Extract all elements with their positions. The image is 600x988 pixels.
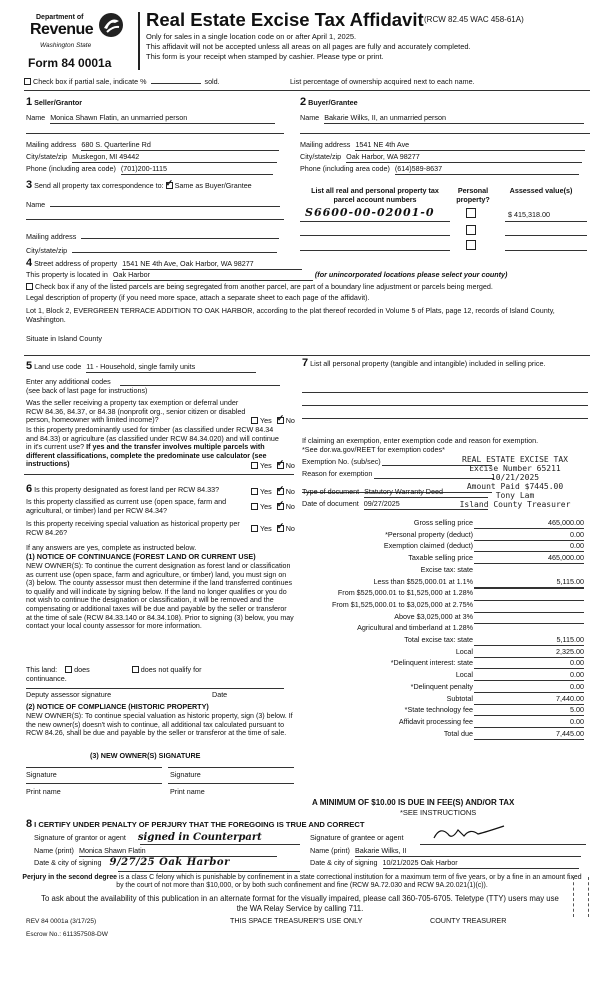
notice1-title: (1) NOTICE OF CONTINUANCE (FOREST LAND OR CURRENT USE) <box>26 552 256 561</box>
tax-row <box>300 658 588 669</box>
doc-type-label: Type of document <box>302 487 360 496</box>
divider <box>302 418 588 419</box>
form-number: Form 84 0001a <box>28 56 112 70</box>
does-not-checkbox[interactable] <box>132 666 139 673</box>
doc-date-field[interactable]: 09/27/2025 <box>364 500 488 510</box>
tax-row <box>300 635 588 646</box>
yes-label: Yes <box>260 487 272 496</box>
header-divider <box>138 12 140 70</box>
divider <box>300 250 450 251</box>
doc-date-row <box>302 500 488 510</box>
corr-mail-label: Mailing address <box>26 232 77 241</box>
q6-1-yes-checkbox[interactable] <box>251 488 258 495</box>
stamp-line-3: 10/21/2025 <box>490 473 540 482</box>
grantee-name-label: Name (print) <box>310 846 350 855</box>
parcel-col-header: List all real and personal property tax parcel account numbers <box>311 186 439 204</box>
no-label: No <box>285 487 295 496</box>
notice1-text: NEW OWNER(S): To continue the current designation as forest land or classification as current use (open space, farm and agriculture, or timber) land, you must sign on (3) below. The county assessor must then determine if the land transferred continues to qualify and will indicate by signing below. If the land no longer qualifies or you do not wish to continue the designation or classification, it will be removed and the compensating or additional taxes will be due and payable by the seller or transferor at the time of sale (RCW 84.33.140 or 84.34.108). Prior to signing (3) below, you may contact your local county assessor for more information. <box>26 562 294 631</box>
form-title: Real Estate Excise Tax Affidavit <box>146 9 424 30</box>
continuance-label: continuance. <box>26 674 67 683</box>
divider <box>26 688 284 689</box>
tax-row <box>300 729 588 740</box>
no-label: No <box>285 524 295 533</box>
parcel-number-handwritten[interactable]: S6600-00-02001-0 <box>305 206 435 219</box>
divider <box>24 355 590 356</box>
does-not-label: does not qualify for <box>140 665 202 674</box>
tax-row-value[interactable]: 7,445.00 <box>474 729 584 740</box>
grantor-name-field[interactable]: Monica Shawn Flatin <box>79 847 277 857</box>
notice2-text: NEW OWNER(S): To continue special valuation as historic property, sign (3) below. If the new owner(s) doesn't wish to continue, all additional tax calculated pursuant to RCW 84.26, shall be due and payable by the seller or transferor at the time of sale. <box>26 712 293 738</box>
segregated-label: Check box if any of the listed parcels are being segregated from another parcel, are part of a boundary line adjustment or parcels being merged. <box>35 282 493 291</box>
divider <box>505 221 587 222</box>
tax-row-value[interactable] <box>474 623 584 624</box>
tax-row <box>300 541 588 552</box>
seller-name-field[interactable]: Monica Shawn Flatin, an unmarried person <box>50 114 275 124</box>
divider <box>140 844 300 845</box>
tax-row-label: Subtotal <box>446 693 473 703</box>
q2-no-checkbox[interactable] <box>277 462 284 469</box>
corr-mail-row <box>26 230 279 242</box>
tax-row-label: *Delinquent interest: state <box>390 658 473 668</box>
tax-row-value[interactable]: 2,325.00 <box>474 647 584 658</box>
tax-row-value[interactable]: 7,440.00 <box>474 694 584 705</box>
tax-row-value[interactable]: 465,000.00 <box>474 518 584 529</box>
tax-row <box>300 565 588 576</box>
divider <box>24 474 294 475</box>
divider <box>302 392 588 393</box>
located-label: This property is located in <box>26 270 108 279</box>
q-forest-land: 6 Is this property designated as forest land per RCW 84.33? <box>26 483 220 495</box>
print-name-label-1: Print name <box>26 787 61 796</box>
deputy-sig-label: Deputy assessor signature <box>26 690 112 699</box>
q2-yes-checkbox[interactable] <box>251 462 258 469</box>
seller-city-label: City/state/zip <box>26 152 68 161</box>
q-forest-answer <box>251 488 295 497</box>
tax-row-label: Less than $525,000.01 at 1.1% <box>373 576 473 586</box>
seller-mail-label: Mailing address <box>26 140 77 149</box>
q-timber-text: Is this property predominantly used for timber (as classified under RCW 84.34 and 84.33) or agriculture (as classified under RCW 84.34.020) and will continue in it's current use? <box>26 425 279 452</box>
assessed-col-header: Assessed value(s) <box>509 186 573 195</box>
divider <box>302 405 588 406</box>
tax-row-label: *State technology fee <box>404 705 473 715</box>
any-yes-note: If any answers are yes, complete as instructed below. <box>26 543 197 552</box>
corr-city-label: City/state/zip <box>26 246 68 255</box>
signature-label-1: Signature <box>26 770 57 779</box>
reason-label: Reason for exemption <box>302 469 373 478</box>
tax-row-value[interactable] <box>474 588 584 589</box>
q-historical-answer <box>251 525 295 534</box>
q-historical: Is this property receiving special valuation as historical property per RCW 84.26? <box>26 519 240 537</box>
tax-row <box>300 588 588 599</box>
divider <box>26 783 162 784</box>
q-exemption-deferral: Was the seller receiving a property tax exemption or deferral under RCW 84.36, 84.37, or 84.38 (nonprofit org., senior citizen or disabled person, homeowner with limited income)? <box>26 398 246 425</box>
personal-checkbox-3[interactable] <box>466 240 476 250</box>
personal-col-header: Personal property? <box>456 186 490 204</box>
no-label: No <box>285 461 295 470</box>
grantor-name-row <box>34 847 277 857</box>
q-timber-answer-row <box>251 462 295 471</box>
exemption-claim-note: If claiming an exemption, enter exemption code and reason for exemption. *See dor.wa.gov/REET for exemption codes* <box>302 436 539 454</box>
grantee-date-field[interactable]: 10/21/2025 Oak Harbor <box>383 859 579 869</box>
grantee-name-row <box>310 847 581 857</box>
corr-mail-field[interactable] <box>81 230 279 239</box>
grantee-sig-row <box>310 834 404 843</box>
legal-label: Legal description of property (if you need more space, attach a separate sheet to each page of the affidavit). <box>26 293 370 302</box>
grantor-sig-row <box>34 834 262 843</box>
correspondence-label: Send all property tax correspondence to: <box>34 181 164 190</box>
grantee-date-label: Date & city of signing <box>310 858 378 867</box>
tax-row-value[interactable]: 0.00 <box>474 658 584 669</box>
this-land-label: This land: <box>26 665 58 674</box>
tax-row-label: Affidavit processing fee <box>398 716 473 726</box>
tax-row-value[interactable] <box>474 612 584 613</box>
divider <box>118 871 300 872</box>
seller-name-label: Name <box>26 113 46 122</box>
grantee-name-field[interactable]: Bakarie Wilks, II <box>355 847 581 857</box>
exemption-no-label: Exemption No. (sub/sec) <box>302 457 381 466</box>
q6-3-yes-checkbox[interactable] <box>251 525 258 532</box>
seller-mail-field[interactable]: 680 S. Quarterline Rd <box>81 141 279 151</box>
divider <box>300 133 590 134</box>
dept-line1: Department of <box>36 14 84 21</box>
tax-row <box>300 518 588 529</box>
buyer-name-field[interactable]: Bakarie Wilks, II, an unmarried person <box>324 114 584 124</box>
tax-row-label: Taxable selling price <box>408 553 473 563</box>
corr-city-field[interactable] <box>72 244 277 253</box>
tax-row <box>300 670 588 681</box>
tax-row-value[interactable] <box>474 600 584 601</box>
same-as-buyer-checkbox[interactable] <box>166 182 173 189</box>
tax-row-label: Exemption claimed (deduct) <box>383 541 473 551</box>
dor-logo <box>24 12 124 56</box>
divider <box>420 844 586 845</box>
buyer-mail-field[interactable]: 1541 NE 4th Ave <box>355 141 585 151</box>
corr-city-row <box>26 244 277 256</box>
does-checkbox[interactable] <box>65 666 72 673</box>
seller-name-row <box>26 114 284 124</box>
seller-phone-row <box>26 165 273 175</box>
stamp-line-1: REAL ESTATE EXCISE TAX <box>462 455 568 464</box>
deputy-date-label: Date <box>212 690 228 699</box>
treasurer-only-label: THIS SPACE TREASURER'S USE ONLY <box>230 916 363 925</box>
legal-description[interactable]: Lot 1, Block 2, EVERGREEN TERRACE ADDITION TO OAK HARBOR, according to the plat thereof recorded in Volume 5 of Plats, page 12, records of Island County, Washington. <box>26 306 555 324</box>
availability-notice: To ask about the availability of this publication in an alternate format for the visually impaired, please call 360-705-6705. Teletype (TTY) users may use the WA Relay Service by calling 711. <box>41 894 559 913</box>
tax-row-label: Agricultural and timberland at 1.28% <box>357 623 473 633</box>
q6-2-yes-checkbox[interactable] <box>251 503 258 510</box>
no-label: No <box>285 416 295 425</box>
q-timber-agri <box>26 426 282 469</box>
segregated-checkbox[interactable] <box>26 283 33 290</box>
q-current-use-answer <box>251 503 295 512</box>
tax-row-value[interactable]: 0.00 <box>474 682 584 693</box>
assessed-value[interactable]: $ 415,318.00 <box>508 210 550 219</box>
perjury-notice <box>18 874 586 891</box>
tax-row <box>300 717 588 728</box>
buyer-city-field[interactable]: Oak Harbor, WA 98277 <box>346 153 582 163</box>
seller-mail-row <box>26 141 279 151</box>
buyer-phone-row <box>300 165 579 175</box>
tax-row-label: Local <box>455 646 473 656</box>
does-label: does <box>74 665 90 674</box>
divider <box>300 221 450 222</box>
yes-label: Yes <box>260 416 272 425</box>
buyer-name-row <box>300 114 584 124</box>
land-use-field[interactable]: 11 - Household, single family units <box>86 363 256 373</box>
tax-row-label: Total excise tax: state <box>404 635 473 644</box>
q6-1-no-checkbox[interactable] <box>277 488 284 495</box>
tax-row-value[interactable]: 0.00 <box>474 530 584 541</box>
street-row: 4 Street address of property 1541 NE 4th Ave, Oak Harbor, WA 98277 <box>26 259 302 270</box>
tax-row-label: Above $3,025,000 at 3% <box>394 611 473 621</box>
personal-checkbox-1[interactable] <box>466 208 476 218</box>
signature-label-2: Signature <box>170 770 201 779</box>
personal-property-label: 7 List all personal property (tangible and intangible) included in selling price. <box>302 357 546 369</box>
partial-sale-checkbox[interactable] <box>24 78 31 85</box>
stamp-line-2: Excise Number 65211 <box>469 464 561 473</box>
situate-text[interactable]: Situate in Island County <box>26 334 102 343</box>
seller-city-field[interactable]: Muskegon, MI 49442 <box>72 153 277 163</box>
statute: (RCW 82.45 WAC 458-61A) <box>424 15 524 24</box>
header-note-2: This affidavit will not be accepted unless all areas on all pages are fully and accurately completed. <box>146 42 471 51</box>
yes-label: Yes <box>260 461 272 470</box>
additional-codes-label: Enter any additional codes <box>26 377 111 386</box>
no-label: No <box>285 502 295 511</box>
buyer-city-row <box>300 153 582 163</box>
grantee-signature-icon[interactable] <box>430 822 510 844</box>
yes-label: Yes <box>260 502 272 511</box>
tax-row-value[interactable]: 0.00 <box>474 717 584 728</box>
tax-row-value[interactable]: 5.00 <box>474 705 584 716</box>
tax-row <box>300 577 588 588</box>
land-use-label: Land use code <box>34 362 82 371</box>
tax-row <box>300 530 588 541</box>
tax-row-value[interactable]: 0.00 <box>474 541 584 552</box>
buyer-name-label: Name <box>300 113 320 122</box>
buyer-phone-field[interactable]: (614)589-8637 <box>395 165 579 175</box>
divider <box>168 783 294 784</box>
segregated-row <box>26 283 493 292</box>
certify-text: I CERTIFY UNDER PENALTY OF PERJURY THAT THE FOREGOING IS TRUE AND CORRECT <box>34 820 365 829</box>
divider <box>168 767 294 768</box>
doc-date-label: Date of document <box>302 499 359 508</box>
corr-name-field[interactable] <box>50 198 280 207</box>
rev-number: REV 84 0001a (3/17/25) <box>26 918 97 925</box>
located-field[interactable]: Oak Harbor <box>113 271 313 281</box>
buyer-mail-label: Mailing address <box>300 140 351 149</box>
tax-row-label: From $1,525,000.01 to $3,025,000 at 2.75% <box>331 599 473 609</box>
county-treasurer-label: COUNTY TREASURER <box>430 916 507 925</box>
additional-codes-note: (see back of last page for instructions) <box>26 386 148 395</box>
divider <box>505 235 587 236</box>
seller-phone-label: Phone (including area code) <box>26 164 116 173</box>
revenue-logo-icon <box>98 12 124 38</box>
tax-row <box>300 600 588 611</box>
stamp-line-5: Tony Lam <box>495 491 535 500</box>
divider <box>26 219 284 220</box>
tax-row <box>300 705 588 716</box>
see-instructions: *SEE INSTRUCTIONS <box>400 808 477 817</box>
notice2-title: (2) NOTICE OF COMPLIANCE (HISTORIC PROPERTY) <box>26 702 209 711</box>
divider <box>300 235 450 236</box>
grantor-date-field[interactable]: 9/27/25 Oak Harbor <box>109 857 230 868</box>
certify-row: 8 I CERTIFY UNDER PENALTY OF PERJURY THAT THE FOREGOING IS TRUE AND CORRECT <box>26 818 365 830</box>
buyer-city-label: City/state/zip <box>300 152 342 161</box>
header-note-3: This form is your receipt when stamped by cashier. Please type or print. <box>146 52 384 61</box>
street-field[interactable]: 1541 NE 4th Ave, Oak Harbor, WA 98277 <box>122 260 302 270</box>
minimum-notice: A MINIMUM OF $10.00 IS DUE IN FEE(S) AND/OR TAX <box>312 798 515 807</box>
escrow-number: Escrow No.: 611357508-DW <box>26 931 108 938</box>
divider <box>24 90 590 91</box>
grantor-sig-label: Signature of grantor or agent <box>34 833 126 842</box>
corr-name-row <box>26 198 280 210</box>
yes-label: Yes <box>260 524 272 533</box>
perjury-rest: is a class C felony which is punishable by confinement in a state correctional institution for a maximum term of five years, or by a fine in an amount fixed by the court of not more than $10,000, or by both such confinement and fine (RCW 9A.72.030 and RCW 9A.20.021(1)(c)). <box>116 874 582 890</box>
q6-2-no-checkbox[interactable] <box>277 503 284 510</box>
seller-phone-field[interactable]: (701)200-1115 <box>121 165 273 175</box>
print-name-label-2: Print name <box>170 787 205 796</box>
stamp-line-4: Amount Paid $7445.00 <box>466 482 564 491</box>
divider <box>26 133 284 134</box>
street-label: Street address of property <box>34 259 118 268</box>
tax-row-label: Excise tax: state <box>420 564 473 574</box>
correspondence-row: 3 Send all property tax correspondence to: ✓ Same as Buyer/Grantee <box>26 181 252 191</box>
partial-sale-label: Check box if partial sale, indicate % <box>33 77 147 86</box>
partial-sale-row <box>24 78 220 87</box>
tax-row-label: Local <box>455 670 473 680</box>
grantor-date-row <box>34 859 230 868</box>
unincorporated-note: (for unincorporated locations please select your county) <box>314 270 508 279</box>
same-as-buyer-label: Same as Buyer/Grantee <box>174 181 252 190</box>
q1-no-checkbox[interactable] <box>277 417 284 424</box>
grantee-date-row <box>310 859 579 869</box>
tax-row <box>300 623 588 634</box>
divider <box>26 767 162 768</box>
tax-row <box>300 647 588 658</box>
grantor-date-label: Date & city of signing <box>34 858 102 867</box>
dept-line2: Revenue <box>30 21 94 38</box>
q6-3-no-checkbox[interactable] <box>277 525 284 532</box>
stamp-line-6: Island County Treasurer <box>459 500 571 509</box>
q1-yes-checkbox[interactable] <box>251 417 258 424</box>
sold-label: sold. <box>204 77 220 86</box>
q-current-use: Is this property classified as current use (open space, farm and agricultural, or timber) land per RCW 84.34? <box>26 497 227 515</box>
doc-type-row <box>302 488 488 498</box>
corr-name-label: Name <box>26 200 46 209</box>
personal-checkbox-2[interactable] <box>466 225 476 235</box>
grantor-signature[interactable]: signed in Counterpart <box>137 832 262 843</box>
dept-line3: Washington State <box>40 42 92 49</box>
tax-row-value[interactable]: 465,000.00 <box>474 553 584 564</box>
doc-type-field[interactable]: Statutory Warranty Deed <box>364 488 488 498</box>
tax-row <box>300 682 588 693</box>
tax-row-value[interactable]: 5,115.00 <box>474 635 584 646</box>
buyer-heading: 2 Buyer/Grantee <box>300 96 358 108</box>
perjury-bold: Perjury in the second degree <box>22 874 117 881</box>
seller-heading: 1 Seller/Grantor <box>26 96 83 108</box>
seller-city-row <box>26 153 277 163</box>
new-owner-sig-title: (3) NEW OWNER(S) SIGNATURE <box>90 751 201 760</box>
tax-row-label: *Personal property (deduct) <box>385 529 473 539</box>
tax-row <box>300 553 588 564</box>
tax-row-value[interactable]: 0.00 <box>474 670 584 681</box>
ownership-note: List percentage of ownership acquired next to each name. <box>290 77 475 86</box>
divider <box>505 250 587 251</box>
buyer-phone-label: Phone (including area code) <box>300 164 390 173</box>
tax-row-label: Total due <box>443 728 473 738</box>
treasurer-box <box>573 877 589 917</box>
located-row <box>26 271 507 281</box>
tax-row-label: Gross selling price <box>413 518 473 527</box>
tax-row <box>300 612 588 623</box>
land-use-row: 5 Land use code 11 - Household, single family units <box>26 362 256 373</box>
tax-row-label: *Delinquent penalty <box>410 681 473 691</box>
header-note-1: Only for sales in a single location code on or after April 1, 2025. <box>146 32 357 41</box>
buyer-mail-row <box>300 141 585 151</box>
grantee-sig-label: Signature of grantee or agent <box>310 833 404 842</box>
tax-row-value[interactable]: 5,115.00 <box>474 577 584 588</box>
tax-row <box>300 694 588 705</box>
q-timber-bold: If yes and the transfer involves multiple parcels with different classifications, complete the predominate use calculator (see instructions) <box>26 442 267 469</box>
grantor-name-label: Name (print) <box>34 846 74 855</box>
tax-row-label: From $525,000.01 to $1,525,000 at 1.28% <box>337 588 473 598</box>
